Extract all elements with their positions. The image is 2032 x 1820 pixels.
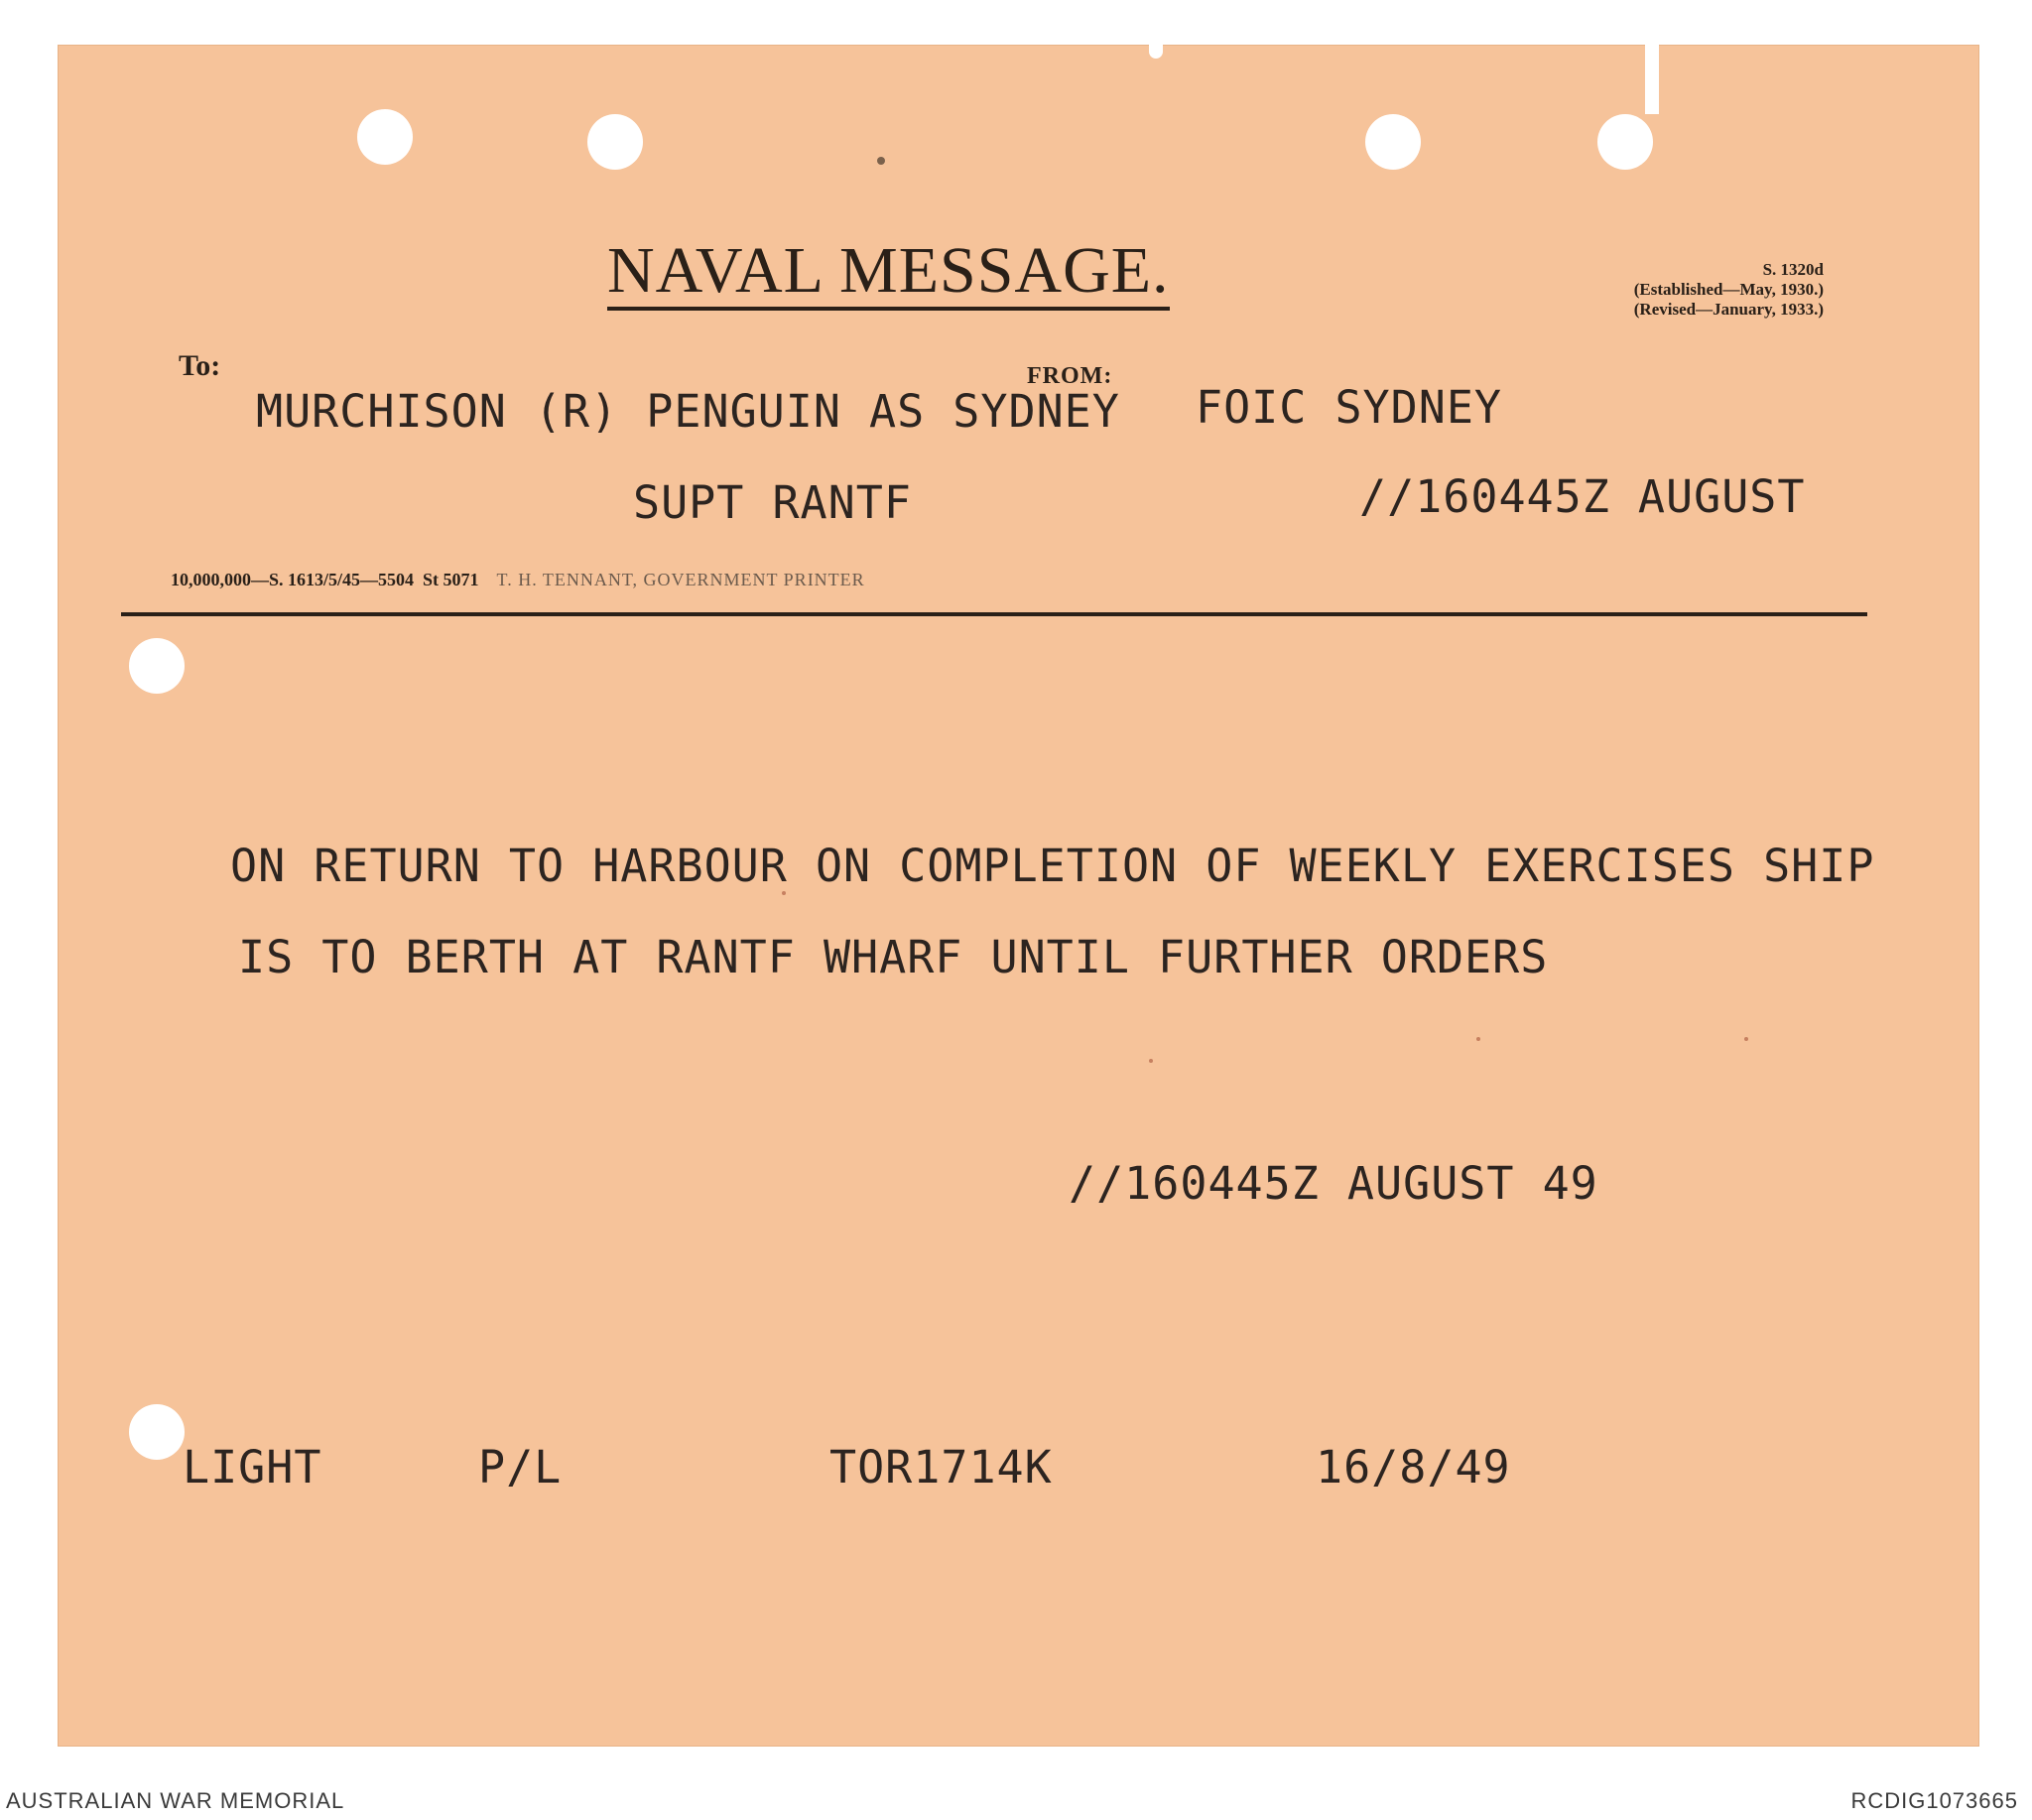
pl-mark: P/L bbox=[478, 1441, 563, 1494]
message-line-2: IS TO BERTH AT RANTF WHARF UNTIL FURTHER ORDERS bbox=[238, 931, 1549, 983]
punch-hole bbox=[357, 109, 413, 165]
footer-source: AUSTRALIAN WAR MEMORIAL bbox=[6, 1788, 345, 1813]
to-label: To: bbox=[179, 349, 221, 382]
form-title: NAVAL MESSAGE. bbox=[607, 236, 1170, 311]
message-line-1: ON RETURN TO HARBOUR ON COMPLETION OF WEEKLY EXERCISES SHIP bbox=[230, 840, 1875, 892]
printer-imprint bbox=[171, 570, 865, 590]
form-revised: (Revised—January, 1933.) bbox=[1633, 300, 1824, 319]
from-label: FROM: bbox=[1027, 363, 1113, 389]
form-established: (Established—May, 1930.) bbox=[1633, 280, 1824, 299]
from-originator: FOIC SYDNEY bbox=[1196, 381, 1503, 434]
torn-edge bbox=[1149, 45, 1163, 59]
operator-name: LIGHT bbox=[183, 1441, 322, 1494]
receipt-date: 16/8/49 bbox=[1316, 1441, 1511, 1494]
footer-id: RCDIG1073665 bbox=[1850, 1788, 2018, 1813]
paper-speck bbox=[1476, 1037, 1480, 1041]
header-date-time-group: //160445Z AUGUST bbox=[1359, 470, 1806, 523]
imprint-st: St 5071 bbox=[423, 570, 479, 589]
imprint-printer: T. H. TENNANT, GOVERNMENT PRINTER bbox=[496, 570, 865, 589]
paper-speck bbox=[1149, 1059, 1153, 1063]
punch-hole bbox=[1597, 114, 1653, 170]
punch-hole bbox=[129, 1404, 185, 1460]
imprint-numbers: 10,000,000—S. 1613/5/45—5504 bbox=[171, 570, 415, 589]
form-reference bbox=[1548, 260, 1824, 320]
body-date-time-group: //160445Z AUGUST 49 bbox=[1069, 1157, 1598, 1210]
header-divider bbox=[121, 612, 1867, 616]
punch-hole bbox=[129, 638, 185, 694]
to-addressee-2: SUPT RANTF bbox=[633, 476, 912, 529]
punch-hole bbox=[1365, 114, 1421, 170]
paper-speck bbox=[877, 157, 885, 165]
form-ref-number: S. 1320d bbox=[1762, 260, 1824, 279]
paper-speck bbox=[1744, 1037, 1748, 1041]
torn-edge bbox=[1645, 45, 1659, 114]
punch-hole bbox=[587, 114, 643, 170]
to-addressees: MURCHISON (R) PENGUIN AS SYDNEY bbox=[256, 385, 1120, 438]
time-of-receipt: TOR1714K bbox=[829, 1441, 1053, 1494]
